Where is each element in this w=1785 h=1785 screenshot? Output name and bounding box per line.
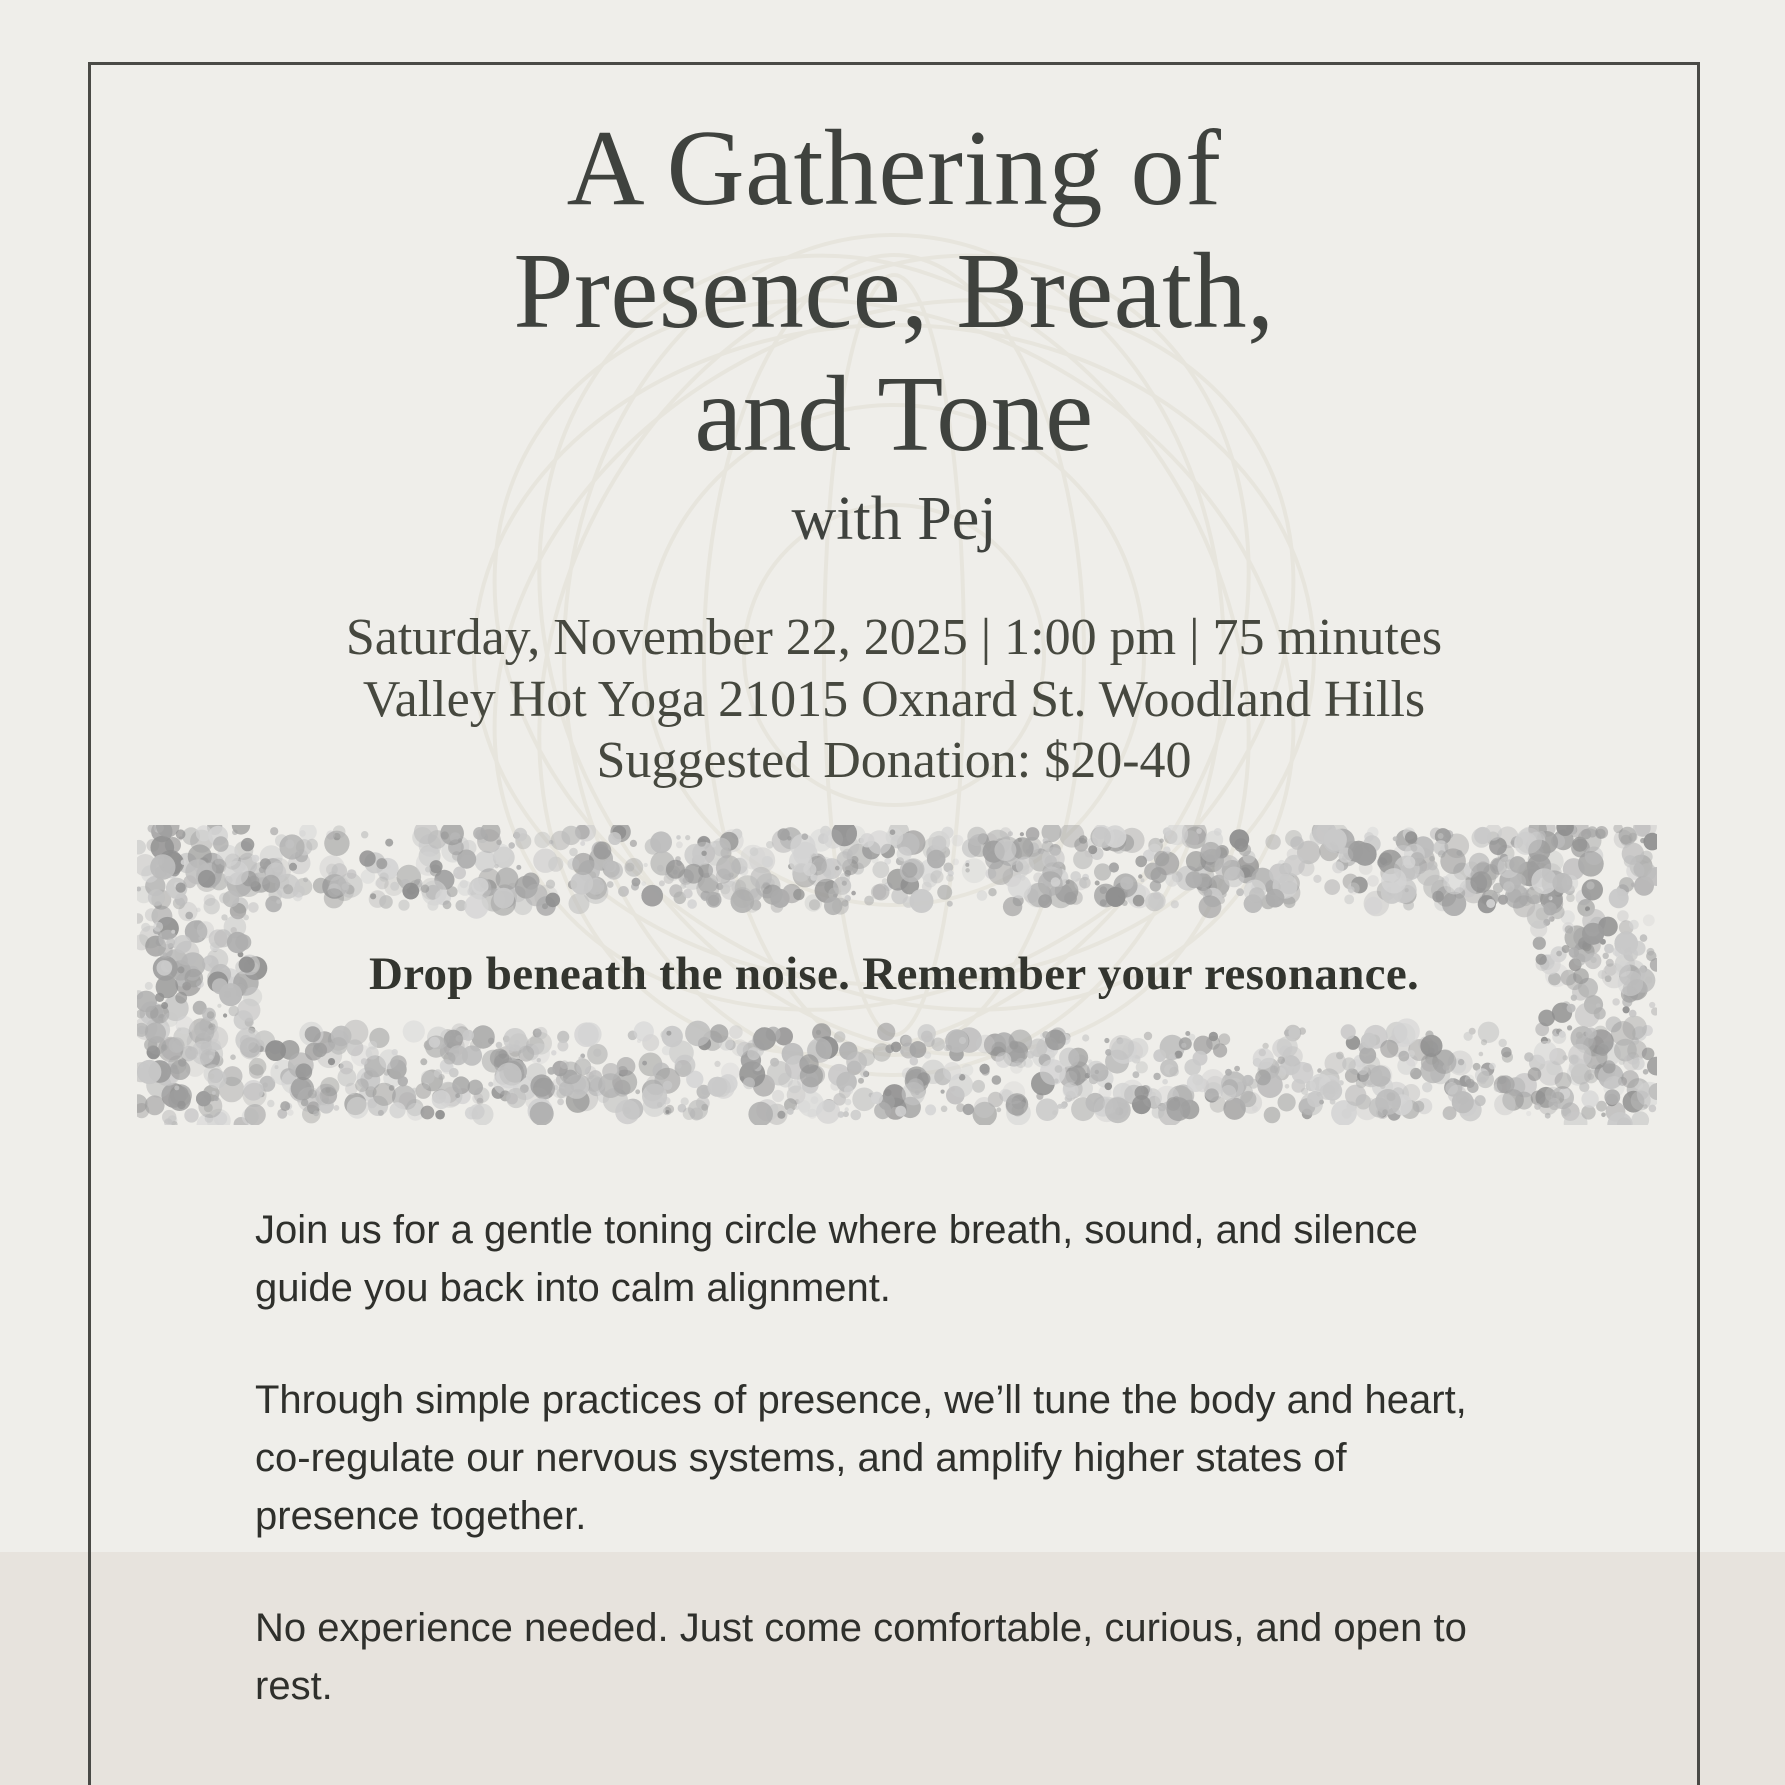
title-line-2: Presence, Breath, xyxy=(513,232,1275,352)
detail-donation: Suggested Donation: $20-40 xyxy=(596,732,1192,790)
tagline-text: Drop beneath the noise. Remember your resonance. xyxy=(368,948,1420,1001)
tagline-band xyxy=(125,825,1663,1125)
detail-location: Valley Hot Yoga 21015 Oxnard St. Woodland Hills xyxy=(362,670,1426,728)
page-title xyxy=(125,107,1663,476)
paragraph-2: Through simple practices of presence, we’ll tune the body and heart, co-regulate our nervous systems, and amplify higher states of presence together. xyxy=(255,1378,1467,1539)
title-line-3: and Tone xyxy=(694,355,1094,475)
paragraph-3: No experience needed. Just come comfortable, curious, and open to rest. xyxy=(255,1606,1467,1709)
title-line-1: A Gathering of xyxy=(566,109,1222,228)
flyer-card xyxy=(88,62,1700,1785)
detail-datetime: Saturday, November 22, 2025 | 1:00 pm | 75 minutes xyxy=(345,609,1443,667)
event-details xyxy=(125,607,1663,791)
subtitle-host: with Pej xyxy=(791,485,997,554)
paragraph-1: Join us for a gentle toning circle where breath, sound, and silence guide you back into calm alignment. xyxy=(255,1208,1418,1311)
body-copy xyxy=(255,1201,1495,1715)
